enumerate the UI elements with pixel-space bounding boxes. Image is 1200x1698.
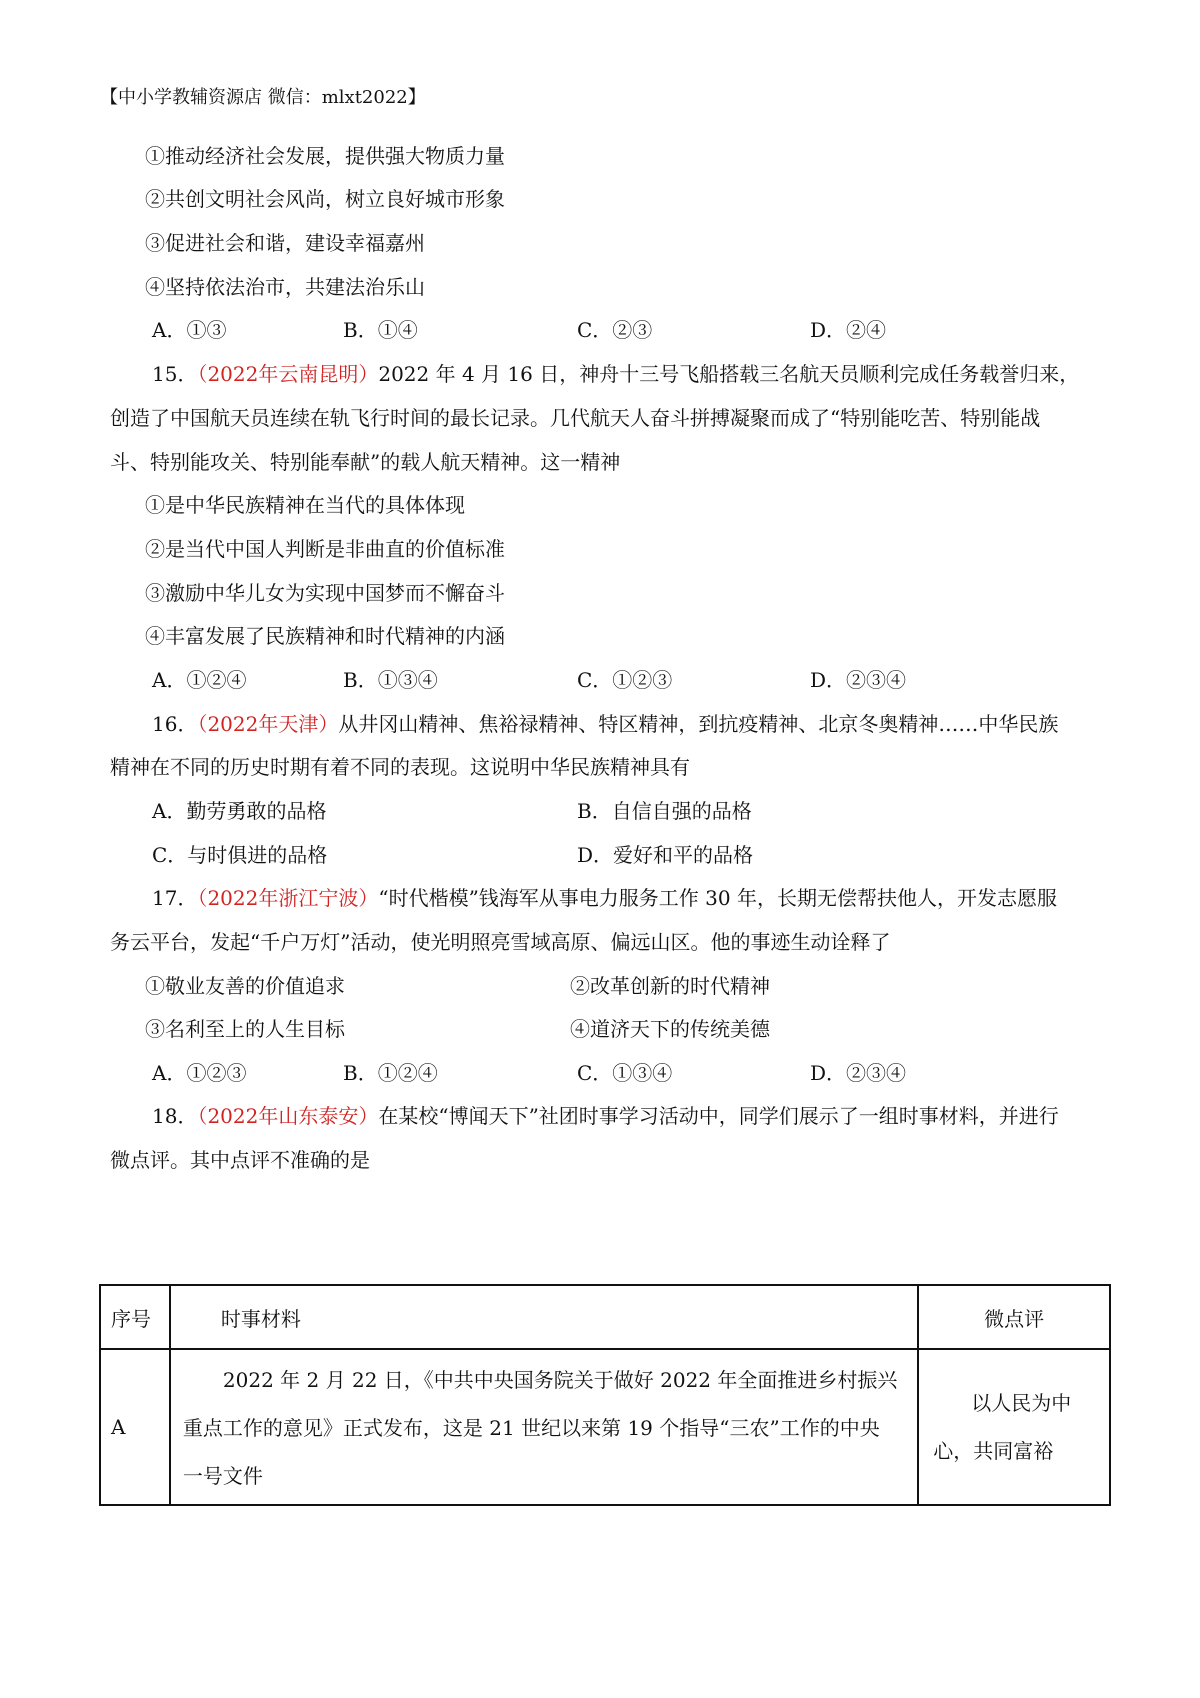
q16-stem-text-1: 从井冈山精神、焦裕禄精神、特区精神，到抗疫精神、北京冬奥精神……中华民族 <box>338 712 1059 736</box>
row-a-comment-line-2: 心，共同富裕 <box>933 1439 1054 1463</box>
q18-stem-text-1: 在某校“博闻天下”社团时事学习活动中，同学们展示了一组时事材料，并进行 <box>378 1104 1059 1128</box>
q18-stem-line-1 <box>152 1101 1059 1131</box>
row-a-material-line-2: 重点工作的意见》正式发布，这是 21 世纪以来第 19 个指导“三农”工作的中央 <box>182 1416 880 1440</box>
q14-statement-4: ④坚持依法治市，共建法治乐山 <box>145 275 425 299</box>
row-a-material-line-3: 一号文件 <box>182 1464 263 1488</box>
table-row <box>100 1349 1110 1505</box>
table-header-comment: 微点评 <box>918 1285 1110 1349</box>
q17-option-b[interactable]: B．①②④ <box>343 1061 438 1085</box>
q15-stem-line-2: 创造了中国航天员连续在轨飞行时间的最长记录。几代航天人奋斗拼搏凝聚而成了“特别能吃苦、特别能战 <box>110 406 1041 430</box>
q17-option-a[interactable]: A．①②③ <box>152 1061 247 1085</box>
q15-number: 15． <box>152 362 198 386</box>
q17-statement-2: ②改革创新的时代精神 <box>570 974 770 998</box>
q17-stem-line-2: 务云平台，发起“千户万灯”活动，使光明照亮雪域高原、偏远山区。他的事迹生动诠释了 <box>110 930 891 954</box>
q18-source: （2022年山东泰安） <box>197 1104 379 1128</box>
q15-option-d[interactable]: D．②③④ <box>810 668 907 692</box>
q16-option-b[interactable]: B．自信自强的品格 <box>577 799 752 823</box>
page-header: 【中小学教辅资源店 微信：mlxt2022】 <box>100 87 426 108</box>
q14-option-b[interactable]: B．①④ <box>343 318 418 342</box>
q16-stem-line-2: 精神在不同的历史时期有着不同的表现。这说明中华民族精神具有 <box>110 755 690 779</box>
q16-number: 16． <box>152 712 198 736</box>
row-a-material-line-1: 2022 年 2 月 22 日，《中共中央国务院关于做好 2022 年全面推进乡村振兴 <box>222 1368 898 1392</box>
q18-number: 18． <box>152 1104 198 1128</box>
q14-statement-1: ①推动经济社会发展，提供强大物质力量 <box>145 144 505 168</box>
q17-stem-line-1 <box>152 883 1057 913</box>
q14-option-c[interactable]: C．②③ <box>577 318 653 342</box>
row-a-comment-line-1: 以人民为中 <box>971 1391 1072 1415</box>
q17-statement-3: ③名利至上的人生目标 <box>145 1017 345 1041</box>
q17-option-d[interactable]: D．②③④ <box>810 1061 907 1085</box>
q17-stem-text-1: “时代楷模”钱海军从事电力服务工作 30 年，长期无偿帮扶他人，开发志愿服 <box>378 886 1057 910</box>
q15-stem-line-1 <box>152 359 1079 389</box>
q15-statement-4: ④丰富发展了民族精神和时代精神的内涵 <box>145 624 505 648</box>
table-header-id: 序号 <box>100 1285 170 1349</box>
table-header-material: 时事材料 <box>170 1285 918 1349</box>
q18-stem-line-2: 微点评。其中点评不准确的是 <box>110 1148 370 1172</box>
row-a-id: A <box>100 1349 170 1505</box>
q15-stem-line-3: 斗、特别能攻关、特别能奉献”的载人航天精神。这一精神 <box>110 450 621 474</box>
q15-statement-1: ①是中华民族精神在当代的具体体现 <box>145 493 465 517</box>
q14-option-a[interactable]: A．①③ <box>152 318 227 342</box>
q14-option-d[interactable]: D．②④ <box>810 318 887 342</box>
q16-source: （2022年天津） <box>197 712 339 736</box>
row-a-comment <box>918 1349 1110 1505</box>
q16-option-a[interactable]: A．勤劳勇敢的品格 <box>152 799 327 823</box>
q15-option-a[interactable]: A．①②④ <box>152 668 247 692</box>
q14-statement-3: ③促进社会和谐，建设幸福嘉州 <box>145 231 425 255</box>
q16-stem-line-1 <box>152 709 1058 739</box>
q14-statement-2: ②共创文明社会风尚，树立良好城市形象 <box>145 187 505 211</box>
q17-statement-4: ④道济天下的传统美德 <box>570 1017 770 1041</box>
q17-option-c[interactable]: C．①③④ <box>577 1061 673 1085</box>
q16-option-c[interactable]: C．与时俱进的品格 <box>152 843 328 867</box>
q15-source: （2022年云南昆明） <box>197 362 379 386</box>
q17-statement-1: ①敬业友善的价值追求 <box>145 974 345 998</box>
q18-table <box>99 1284 1111 1506</box>
row-a-material <box>170 1349 918 1505</box>
q17-source: （2022年浙江宁波） <box>197 886 379 910</box>
q15-statement-3: ③激励中华儿女为实现中国梦而不懈奋斗 <box>145 581 505 605</box>
q15-option-c[interactable]: C．①②③ <box>577 668 673 692</box>
q16-option-d[interactable]: D．爱好和平的品格 <box>577 843 754 867</box>
q15-statement-2: ②是当代中国人判断是非曲直的价值标准 <box>145 537 505 561</box>
q15-stem-text-1: 2022 年 4 月 16 日，神舟十三号飞船搭载三名航天员顺利完成任务载誉归来， <box>378 362 1080 386</box>
q17-number: 17． <box>152 886 198 910</box>
q15-option-b[interactable]: B．①③④ <box>343 668 438 692</box>
table-header-row <box>100 1285 1110 1349</box>
